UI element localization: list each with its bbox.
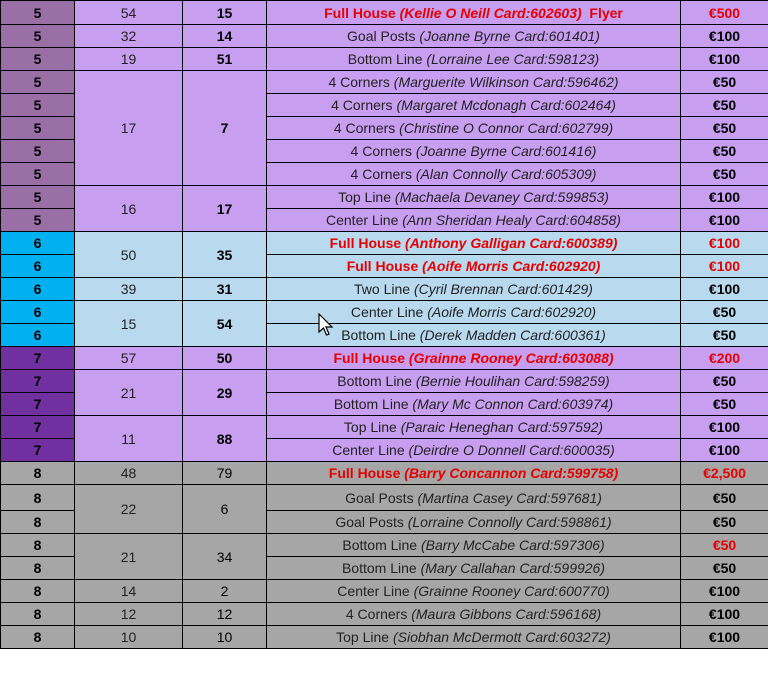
winner-cell: [267, 232, 681, 255]
amount: €2,500: [681, 462, 768, 485]
col-a-value: 50: [75, 232, 183, 278]
amount: €50: [681, 511, 768, 534]
winner-cell: [267, 94, 681, 117]
amount: €50: [681, 94, 768, 117]
winner-cell: [267, 626, 681, 649]
winner-cell: [267, 48, 681, 71]
game-number: 8: [1, 534, 75, 557]
amount: €50: [681, 71, 768, 94]
col-b-value: 17: [183, 186, 267, 232]
col-a-value: 21: [75, 534, 183, 580]
table-row: [1, 534, 768, 557]
table-row: [1, 370, 768, 393]
amount: €50: [681, 557, 768, 580]
game-number: 5: [1, 71, 75, 94]
winner-detail: (Aoife Morris Card:602920): [422, 258, 601, 274]
game-number: 8: [1, 511, 75, 534]
winner-detail: (Maura Gibbons Card:596168): [411, 606, 602, 622]
winner-cell: [267, 25, 681, 48]
prize-label: Goal Posts: [345, 489, 414, 506]
col-b-value: 12: [183, 603, 267, 626]
winner-detail: (Mary Mc Connon Card:603974): [412, 396, 614, 412]
amount: €100: [681, 48, 768, 71]
prize-label: Goal Posts: [335, 514, 404, 530]
game-number: 5: [1, 117, 75, 140]
col-a-value: 48: [75, 462, 183, 485]
amount: €50: [681, 140, 768, 163]
table-row: [1, 580, 768, 603]
winner-detail: (Cyril Brennan Card:601429): [413, 281, 593, 297]
prize-label: Bottom Line: [341, 560, 417, 576]
prize-label: Full House: [346, 258, 419, 274]
winner-cell: [267, 511, 681, 534]
table-row: [1, 1, 768, 25]
col-a-value: 21: [75, 370, 183, 416]
winner-detail: (Joanne Byrne Card:601416): [415, 143, 597, 159]
prize-label: Center Line: [350, 304, 424, 320]
winner-detail: (Ann Sheridan Healy Card:604858): [402, 212, 621, 228]
col-a-value: 57: [75, 347, 183, 370]
winner-detail: (Bernie Houlihan Card:598259): [415, 373, 610, 389]
table-row: [1, 626, 768, 649]
winner-detail: (Paraic Heneghan Card:597592): [400, 419, 604, 435]
winner-cell: [267, 301, 681, 324]
winner-detail: (Margaret Mcdonagh Card:602464): [396, 97, 616, 113]
prize-label: Full House: [329, 235, 402, 251]
winner-cell: [267, 416, 681, 439]
prize-label: Full House: [324, 4, 396, 21]
winner-cell: [267, 1, 681, 25]
winner-cell: [267, 603, 681, 626]
table-row: [1, 301, 768, 324]
col-a-value: 10: [75, 626, 183, 649]
col-a-value: 39: [75, 278, 183, 301]
col-b-value: 7: [183, 71, 267, 186]
winner-detail: (Siobhan McDermott Card:603272): [392, 629, 611, 645]
game-number: 7: [1, 370, 75, 393]
winner-cell: [267, 255, 681, 278]
winner-cell: [267, 393, 681, 416]
winner-cell: [267, 580, 681, 603]
col-b-value: 10: [183, 626, 267, 649]
winner-cell: [267, 140, 681, 163]
amount: €100: [681, 209, 768, 232]
prize-label: Bottom Line: [342, 537, 418, 553]
winner-detail: (Deirdre O Donnell Card:600035): [408, 442, 615, 458]
table-row: [1, 232, 768, 255]
col-b-value: 15: [183, 1, 267, 25]
winner-cell: [267, 347, 681, 370]
table-row: [1, 416, 768, 439]
col-a-value: 12: [75, 603, 183, 626]
amount: €100: [681, 626, 768, 649]
game-number: 7: [1, 347, 75, 370]
game-number: 7: [1, 439, 75, 462]
amount: €50: [681, 534, 768, 557]
winner-detail: (Joanne Byrne Card:601401): [419, 28, 600, 44]
winner-cell: [267, 462, 681, 485]
game-number: 5: [1, 163, 75, 186]
game-number: 5: [1, 1, 75, 25]
winner-detail: (Barry McCabe Card:597306): [420, 537, 605, 553]
col-b-value: 79: [183, 462, 267, 485]
col-b-value: 35: [183, 232, 267, 278]
winner-cell: [267, 71, 681, 94]
prize-label: Bottom Line: [347, 51, 423, 67]
col-b-value: 29: [183, 370, 267, 416]
winner-detail: (Marguerite Wilkinson Card:596462): [393, 74, 619, 90]
prize-label: 4 Corners: [331, 97, 393, 113]
winner-detail: (Alan Connolly Card:605309): [415, 166, 597, 182]
prize-label: Top Line: [336, 629, 390, 645]
winner-detail: (Aoife Morris Card:602920): [427, 304, 597, 320]
prize-label: 4 Corners: [345, 606, 408, 622]
col-a-value: 17: [75, 71, 183, 186]
col-a-value: 32: [75, 25, 183, 48]
game-number: 6: [1, 278, 75, 301]
table-row: [1, 347, 768, 370]
prize-label: 4 Corners: [350, 143, 412, 159]
game-number: 5: [1, 48, 75, 71]
game-number: 5: [1, 140, 75, 163]
prize-label: Bottom Line: [337, 373, 413, 389]
game-number: 6: [1, 232, 75, 255]
amount: €100: [681, 25, 768, 48]
winner-cell: [267, 485, 681, 511]
amount: €100: [681, 439, 768, 462]
winner-cell: [267, 186, 681, 209]
col-a-value: 15: [75, 301, 183, 347]
winner-detail: (Barry Concannon Card:599758): [404, 465, 619, 481]
winner-cell: [267, 117, 681, 140]
winner-detail: (Mary Callahan Card:599926): [420, 560, 606, 576]
prize-label: Goal Posts: [347, 28, 416, 44]
prize-label: 4 Corners: [333, 120, 396, 136]
amount: €50: [681, 324, 768, 347]
winner-detail: (Kellie O Neill Card:602603): [399, 4, 582, 21]
game-number: 7: [1, 416, 75, 439]
winner-detail: (Lorraine Lee Card:598123): [426, 51, 600, 67]
winner-cell: [267, 370, 681, 393]
table-row: [1, 186, 768, 209]
col-b-value: 14: [183, 25, 267, 48]
winner-detail: (Martina Casey Card:597681): [417, 489, 602, 506]
col-a-value: 11: [75, 416, 183, 462]
winner-cell: [267, 439, 681, 462]
amount: €100: [681, 255, 768, 278]
amount: €100: [681, 580, 768, 603]
game-number: 5: [1, 186, 75, 209]
amount: €200: [681, 347, 768, 370]
amount: €50: [681, 301, 768, 324]
winner-detail: (Lorraine Connolly Card:598861): [407, 514, 612, 530]
prize-label: Top Line: [338, 189, 392, 205]
table-row: [1, 71, 768, 94]
col-b-value: 54: [183, 301, 267, 347]
col-a-value: 54: [75, 1, 183, 25]
table-row: [1, 485, 768, 511]
winner-detail: (Anthony Galligan Card:600389): [405, 235, 618, 251]
game-number: 8: [1, 603, 75, 626]
game-number: 8: [1, 485, 75, 511]
winner-cell: [267, 163, 681, 186]
game-number: 8: [1, 626, 75, 649]
game-number: 6: [1, 324, 75, 347]
amount: €100: [681, 232, 768, 255]
game-number: 8: [1, 462, 75, 485]
flyer-label: Flyer: [589, 4, 623, 21]
prize-label: Top Line: [343, 419, 397, 435]
winner-cell: [267, 278, 681, 301]
col-a-value: 16: [75, 186, 183, 232]
game-number: 6: [1, 301, 75, 324]
table-row: [1, 48, 768, 71]
prize-label: Full House: [333, 350, 406, 366]
amount: €500: [681, 1, 768, 25]
amount: €100: [681, 416, 768, 439]
prize-label: Full House: [328, 465, 401, 481]
game-number: 5: [1, 94, 75, 117]
amount: €100: [681, 186, 768, 209]
table-row: [1, 278, 768, 301]
prize-label: 4 Corners: [328, 74, 390, 90]
col-b-value: 34: [183, 534, 267, 580]
amount: €100: [681, 603, 768, 626]
winner-detail: (Machaela Devaney Card:599853): [394, 189, 609, 205]
prize-label: Two Line: [354, 281, 411, 297]
prize-label: Center Line: [337, 583, 410, 599]
col-b-value: 51: [183, 48, 267, 71]
col-a-value: 14: [75, 580, 183, 603]
amount: €50: [681, 393, 768, 416]
amount: €50: [681, 485, 768, 511]
table-row: [1, 462, 768, 485]
col-b-value: 2: [183, 580, 267, 603]
game-number: 5: [1, 25, 75, 48]
amount: €100: [681, 278, 768, 301]
game-number: 6: [1, 255, 75, 278]
winner-detail: (Grainne Rooney Card:600770): [413, 583, 610, 599]
winner-detail: (Grainne Rooney Card:603088): [408, 350, 614, 366]
winner-detail: (Christine O Connor Card:602799): [399, 120, 614, 136]
game-number: 7: [1, 393, 75, 416]
col-a-value: 22: [75, 485, 183, 534]
amount: €50: [681, 163, 768, 186]
prize-label: Center Line: [326, 212, 399, 228]
winner-cell: [267, 534, 681, 557]
prize-label: Bottom Line: [333, 396, 409, 412]
col-a-value: 19: [75, 48, 183, 71]
prize-label: Center Line: [332, 442, 405, 458]
prize-label: Bottom Line: [341, 327, 416, 343]
game-number: 8: [1, 557, 75, 580]
winner-detail: (Derek Madden Card:600361): [419, 327, 606, 343]
prize-label: 4 Corners: [350, 166, 412, 182]
table-row: [1, 25, 768, 48]
col-b-value: 50: [183, 347, 267, 370]
winner-cell: [267, 557, 681, 580]
game-number: 8: [1, 580, 75, 603]
col-b-value: 88: [183, 416, 267, 462]
winner-cell: [267, 324, 681, 347]
table-row: [1, 603, 768, 626]
amount: €50: [681, 370, 768, 393]
game-number: 5: [1, 209, 75, 232]
winner-cell: [267, 209, 681, 232]
amount: €50: [681, 117, 768, 140]
col-b-value: 6: [183, 485, 267, 534]
col-b-value: 31: [183, 278, 267, 301]
